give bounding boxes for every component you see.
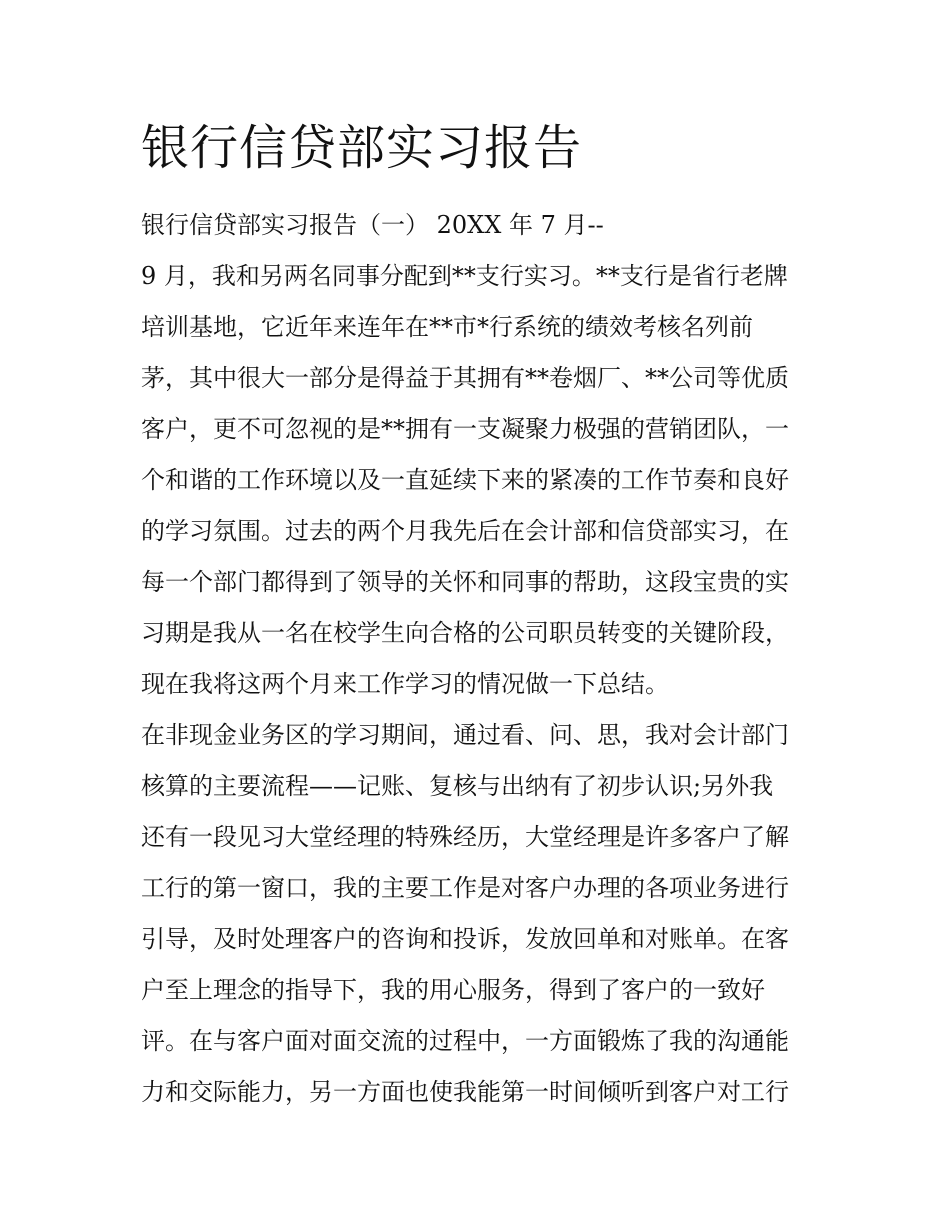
- body-line: 核算的主要流程——记账、复核与出纳有了初步认识;另外我: [141, 772, 774, 800]
- body-line: 培训基地，它近年来连年在**市*行系统的绩效考核名列前: [141, 313, 753, 341]
- document-body: [141, 200, 831, 1118]
- body-line: 银行信贷部实习报告（一） 20XX 年 7 月--: [141, 211, 604, 239]
- body-line: 的学习氛围。过去的两个月我先后在会计部和信贷部实习，在: [141, 517, 789, 545]
- body-line: 引导，及时处理客户的咨询和投诉，发放回单和对账单。在客: [141, 925, 789, 953]
- body-line: 茅，其中很大一部分是得益于其拥有**卷烟厂、**公司等优质: [141, 364, 789, 392]
- document-title: 银行信贷部实习报告: [141, 120, 583, 176]
- body-line: 客户，更不可忽视的是**拥有一支凝聚力极强的营销团队，一: [141, 415, 789, 443]
- body-line: 每一个部门都得到了领导的关怀和同事的帮助，这段宝贵的实: [141, 568, 789, 596]
- body-line: 个和谐的工作环境以及一直延续下来的紧凑的工作节奏和良好: [141, 466, 789, 494]
- body-line: 9 月，我和另两名同事分配到**支行实习。**支行是省行老牌: [141, 262, 788, 290]
- body-line: 习期是我从一名在校学生向合格的公司职员转变的关键阶段，: [141, 619, 789, 647]
- body-line: 评。在与客户面对面交流的过程中，一方面锻炼了我的沟通能: [141, 1027, 789, 1055]
- body-line: 力和交际能力，另一方面也使我能第一时间倾听到客户对工行: [141, 1078, 789, 1106]
- body-line: 工行的第一窗口，我的主要工作是对客户办理的各项业务进行: [141, 874, 789, 902]
- body-line: 现在我将这两个月来工作学习的情况做一下总结。: [141, 670, 669, 698]
- body-line: 还有一段见习大堂经理的特殊经历，大堂经理是许多客户了解: [141, 823, 789, 851]
- body-line: 在非现金业务区的学习期间，通过看、问、思，我对会计部门: [141, 721, 789, 749]
- body-line: 户至上理念的指导下，我的用心服务，得到了客户的一致好: [141, 976, 765, 1004]
